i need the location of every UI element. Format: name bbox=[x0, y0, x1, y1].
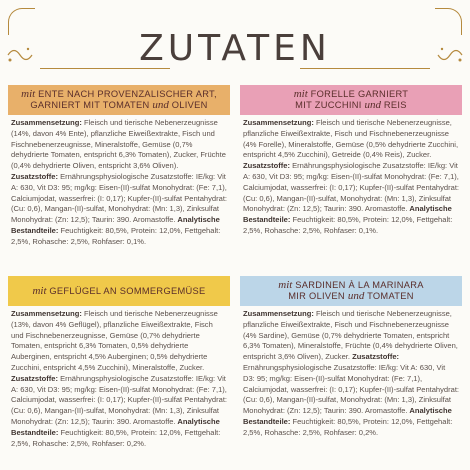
header-line-1: GEFLÜGEL AN SOMMERGEMÜSE bbox=[49, 285, 206, 296]
page-title: ZUTATEN bbox=[139, 28, 331, 69]
composition-text: Fleisch und tierische Nebenerzeugnisse, pflanzliche Eiweißextrakte, Fisch und Fischnebenerzeugnisse (4% Forelle), Mineralstoffe, Gemüse (0,5% dehydrierte Zucchini, entspricht 4,5% Zucchini), Getreide (0,4% Reis), Zucker. bbox=[243, 118, 459, 160]
header-line-1: FORELLE GARNIERT bbox=[310, 89, 409, 99]
additives-text: Ernährungsphysiologische Zusatzstoffe: IE/kg: Vit A: 630, Vit D3: 95; mg/kg: Eisen-(II)-sulfat Monohydrat: (Fe: 7,1), Calciumjodat, wasserfrei: (I: 0,17); Kupfer-(II)-sulfat Pentahydrat: (Cu: 0,6), Mangan-(II)-sulfat, Monohydrat: (Mn: 1,3), Zinksulfat Monohydrat: (Zn: 12,5); Taurin: 390. Aromastoffe. bbox=[11, 373, 228, 426]
analysis-text: Feuchtigkeit: 80,5%, Protein: 12,0%, Fettgehalt: 2,5%, Rohasche: 2,5%, Rohfaser: 0,2%. bbox=[243, 416, 453, 437]
panel-ente bbox=[8, 85, 230, 248]
panel-gefluegel bbox=[8, 276, 230, 449]
additives-label: Zusatzstoffe: bbox=[352, 352, 400, 362]
panel-header bbox=[8, 85, 230, 115]
composition-label: Zusammensetzung: bbox=[11, 309, 82, 318]
composition-label: Zusammensetzung: bbox=[11, 118, 82, 127]
header-line-2a: MIR OLIVEN bbox=[288, 291, 345, 301]
composition-label: Zusammensetzung: bbox=[243, 118, 314, 127]
panel-body bbox=[8, 306, 230, 449]
composition-text: Fleisch und tierische Nebenerzeugnisse (14%, davon 4% Ente), pflanzliche Eiweißextrakte, Fisch und Fischnebenerzeugnisse, Mineralstoffe, Gemüse (0,7% dehydrierte Tomaten, entspricht 6,3% Tomaten), Zucker, Früchte (0,4% dehydrierte Oliven, entspricht 3,6% Oliven). bbox=[11, 118, 226, 171]
composition-text: Fleisch und tierische Nebenerzeugnisse (13%, davon 4% Geflügel), pflanzliche Eiweißextrakte, Fisch und Fischnebenerzeugnisse, Gemüse (0,7% dehydrierte Tomaten, entspricht 6,3% Tomaten, 0,5% dehydrierte Auberginen, entspricht 4,5% Auberginen; 0,5% dehydrierte Zucchini, entspricht 4,5% Zucchini), Mineralstoffe, Zucker. bbox=[11, 309, 218, 372]
additives-label: Zusatzstoffe: bbox=[11, 373, 58, 383]
composition-text: Fleisch und tierische Nebenerzeugnisse, pflanzliche Eiweißextrakte, Fisch und Fischnebenerzeugnisse (4% Sardine), Gemüse (0,7% dehydrierte Tomaten, entspricht 6,3% Tomaten), Mineralstoffe, Früchte (0,4% dehydrierte Oliven, entspricht 3,6% Oliven), Zucker. bbox=[243, 309, 458, 362]
analysis-text: Feuchtigkeit: 80,5%, Protein: 12,0%, Fettgehalt: 2,5%, Rohasche: 2,5%, Rohfaser: 0,1%. bbox=[243, 215, 453, 235]
additives-text: Ernährungsphysiologische Zusatzstoffe: IE/kg: Vit A: 630, Vit D3: 95; mg/kg: Eisen-(II)-sulfat Monohydrat: (Fe: 7,1), Calciumjodat, wasserfrei: (I: 0,17); Kupfer-(II)-sulfat Pentahydrat: (Cu: 0,6), Mangan-(II)-sulfat, Monohydrat: (Mn: 1,3), Zinksulfat Monohydrat: (Zn: 12,5); Taurin: 390. Aromastoffe. bbox=[11, 171, 228, 225]
additives-label: Zusatzstoffe: bbox=[11, 171, 58, 181]
header-mit: mit bbox=[32, 284, 47, 297]
additives-label: Zusatzstoffe: bbox=[243, 161, 290, 171]
additives-text: Ernährungsphysiologische Zusatzstoffe: IE/kg: Vit A: 630, Vit D3: 95; mg/kg: Eisen-(II)-sulfat Monohydrat: (Fe: 7,1), Calciumjodat, wasserfrei: (I: 0,17); Kupfer-(II)-sulfat Pentahydrat: (Cu: 0,6), Mangan-(II)-sulfat, Monohydrat: (Mn: 1,3), Zinksulfat Monohydrat: (Zn: 12,5); Taurin: 390. Aromastoffe. bbox=[243, 161, 460, 214]
additives-text: Ernährungsphysiologische Zusatzstoffe: IE/kg: Vit A: 630, Vit D3: 95; mg/kg: Eisen-(II)-sulfat Monohydrat: (Fe: 7,1), Calciumjodat, wasserfrei: (I: 0,17); Kupfer-(II)-sulfat Pentahydrat: (Cu: 0,6), Mangan-(II)-sulfat, Monohydrat: (Mn: 1,3), Zinksulfat Monohydrat: (Zn: 12,5); Taurin: 390. Aromastoffe. bbox=[243, 362, 460, 416]
header-line-1: SARDINEN À LA MARINARA bbox=[295, 280, 424, 290]
analysis-text: Feuchtigkeit: 80,5%, Protein: 12,0%, Fettgehalt: 2,5%, Rohasche: 2,5%, Rohfaser: 0,1%. bbox=[11, 225, 221, 246]
header-mit: mit bbox=[293, 88, 308, 100]
panel-header bbox=[8, 276, 230, 306]
panel-sardinen bbox=[240, 276, 462, 439]
header-line-2a: MIT ZUCCHINI bbox=[295, 100, 362, 110]
panel-body bbox=[8, 115, 230, 248]
title-rule-right bbox=[300, 68, 430, 69]
panel-header bbox=[240, 85, 462, 115]
analysis-label: Analytische Bestandteile: bbox=[243, 204, 452, 225]
header-mit: mit bbox=[21, 88, 36, 100]
panel-forelle bbox=[240, 85, 462, 237]
title-rule-left bbox=[40, 68, 170, 69]
panel-body bbox=[240, 115, 462, 237]
header-line-2b: REIS bbox=[383, 100, 407, 110]
header-line-2b: OLIVEN bbox=[171, 100, 208, 110]
composition-label: Zusammensetzung: bbox=[243, 309, 314, 318]
header-line-2a: GARNIERT MIT TOMATEN bbox=[30, 100, 150, 110]
header-und: und bbox=[364, 99, 381, 111]
header-und: und bbox=[152, 99, 169, 111]
analysis-label: Analytische Bestandteile: bbox=[11, 416, 220, 437]
panel-body bbox=[240, 306, 462, 439]
panel-header bbox=[240, 276, 462, 306]
analysis-label: Analytische Bestandteile: bbox=[243, 406, 452, 426]
header-line-2b: TOMATEN bbox=[367, 291, 414, 301]
analysis-label: Analytische Bestandteile: bbox=[11, 215, 220, 235]
header-und: und bbox=[347, 290, 365, 302]
header-mit: mit bbox=[278, 279, 293, 291]
header-line-1: ENTE NACH PROVENZALISCHER ART, bbox=[38, 89, 217, 99]
analysis-text: Feuchtigkeit: 80,5%, Protein: 12,0%, Fettgehalt: 2,5%, Rohasche: 2,5%, Rohfaser: 0,2%. bbox=[11, 427, 221, 448]
